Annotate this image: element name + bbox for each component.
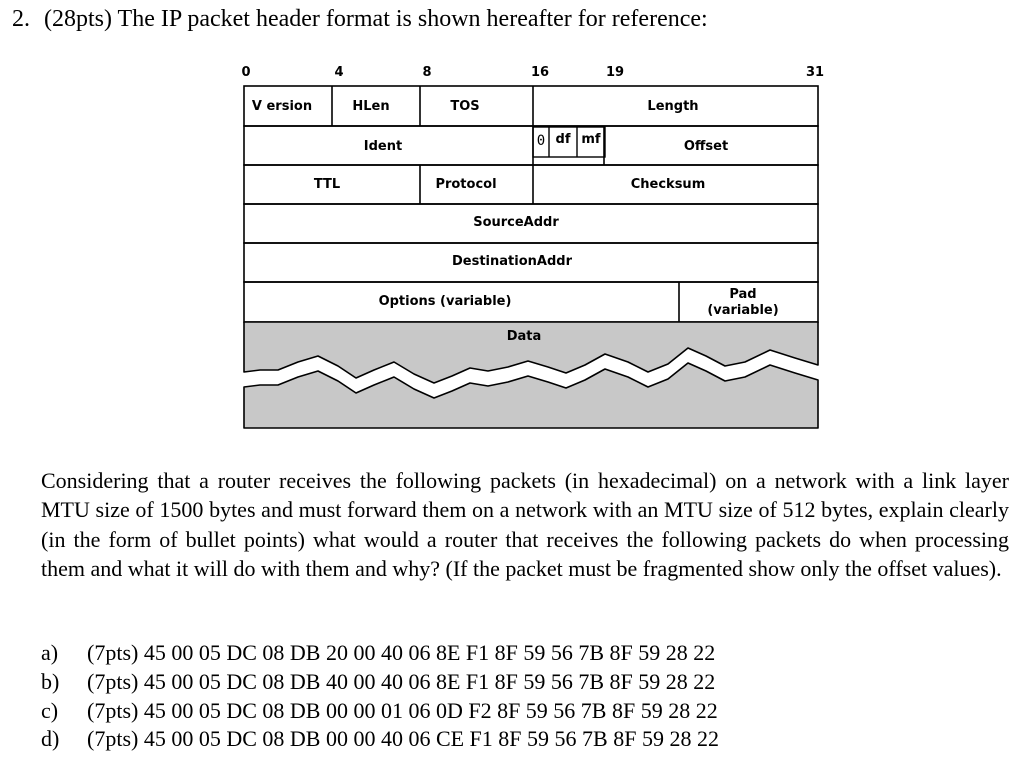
field-destination-addr: DestinationAddr (452, 254, 572, 269)
packet-hex: (7pts) 45 00 05 DC 08 DB 40 00 40 06 8E F1 8F 59 56 7B 8F 59 28 22 (87, 668, 716, 694)
bit-marker-0: 0 (241, 65, 251, 80)
packet-label: a) (41, 640, 59, 665)
field-options: Options (variable) (378, 294, 512, 309)
packet-hex: (7pts) 45 00 05 DC 08 DB 20 00 40 06 8E F1 8F 59 56 7B 8F 59 28 22 (87, 640, 716, 665)
field-ttl: TTL (313, 177, 341, 192)
packet-list (41, 639, 719, 754)
field-tos: TOS (450, 99, 480, 114)
field-hlen: HLen (352, 99, 390, 114)
field-pad-line1: Pad (729, 287, 757, 302)
packet-item-d (41, 725, 719, 754)
bit-marker-31: 31 (805, 65, 825, 80)
bit-marker-16: 16 (530, 65, 550, 80)
flag-zero: 0 (536, 133, 546, 149)
packet-label: d) (41, 726, 60, 752)
field-offset: Offset (683, 139, 729, 154)
bit-marker-8: 8 (422, 65, 432, 80)
field-source-addr: SourceAddr (473, 215, 559, 230)
data-section-bottom (244, 363, 818, 428)
field-protocol: Protocol (435, 177, 497, 192)
field-pad-line2: (variable) (707, 303, 779, 318)
field-checksum: Checksum (630, 177, 706, 192)
packet-label: b) (41, 668, 60, 694)
packet-item-b (41, 668, 719, 697)
bit-marker-19: 19 (605, 65, 625, 80)
packet-label: c) (41, 697, 59, 723)
packet-hex: (7pts) 45 00 05 DC 08 DB 00 00 40 06 CE F1 8F 59 56 7B 8F 59 28 22 (87, 726, 719, 752)
packet-item-c (41, 697, 719, 726)
question-body: Considering that a router receives the following packets (in hexadecimal) on a network with a link layer MTU size of 1500 bytes and must forward them on a network with an MTU size of 512 bytes, explain clearly (in the form of bullet points) what would a router that receives the following packets do when processing them and what it will do with them and why? (If the packet must be fragmented show only the offset values). (41, 468, 1009, 581)
bit-marker-4: 4 (334, 65, 344, 80)
flag-df: df (555, 132, 571, 147)
field-length: Length (647, 99, 699, 114)
field-data: Data (506, 329, 542, 344)
packet-hex: (7pts) 45 00 05 DC 08 DB 00 00 01 06 0D F2 8F 59 56 7B 8F 59 28 22 (87, 697, 718, 723)
question-number: 2. (12, 6, 30, 32)
row-ident (244, 126, 818, 165)
field-ident: Ident (363, 139, 403, 154)
row-version (244, 86, 818, 126)
field-version: V ersion (251, 99, 313, 114)
flag-mf: mf (581, 132, 601, 147)
packet-item-a (41, 639, 719, 668)
question-heading: (28pts) The IP packet header format is shown hereafter for reference: (44, 6, 708, 32)
